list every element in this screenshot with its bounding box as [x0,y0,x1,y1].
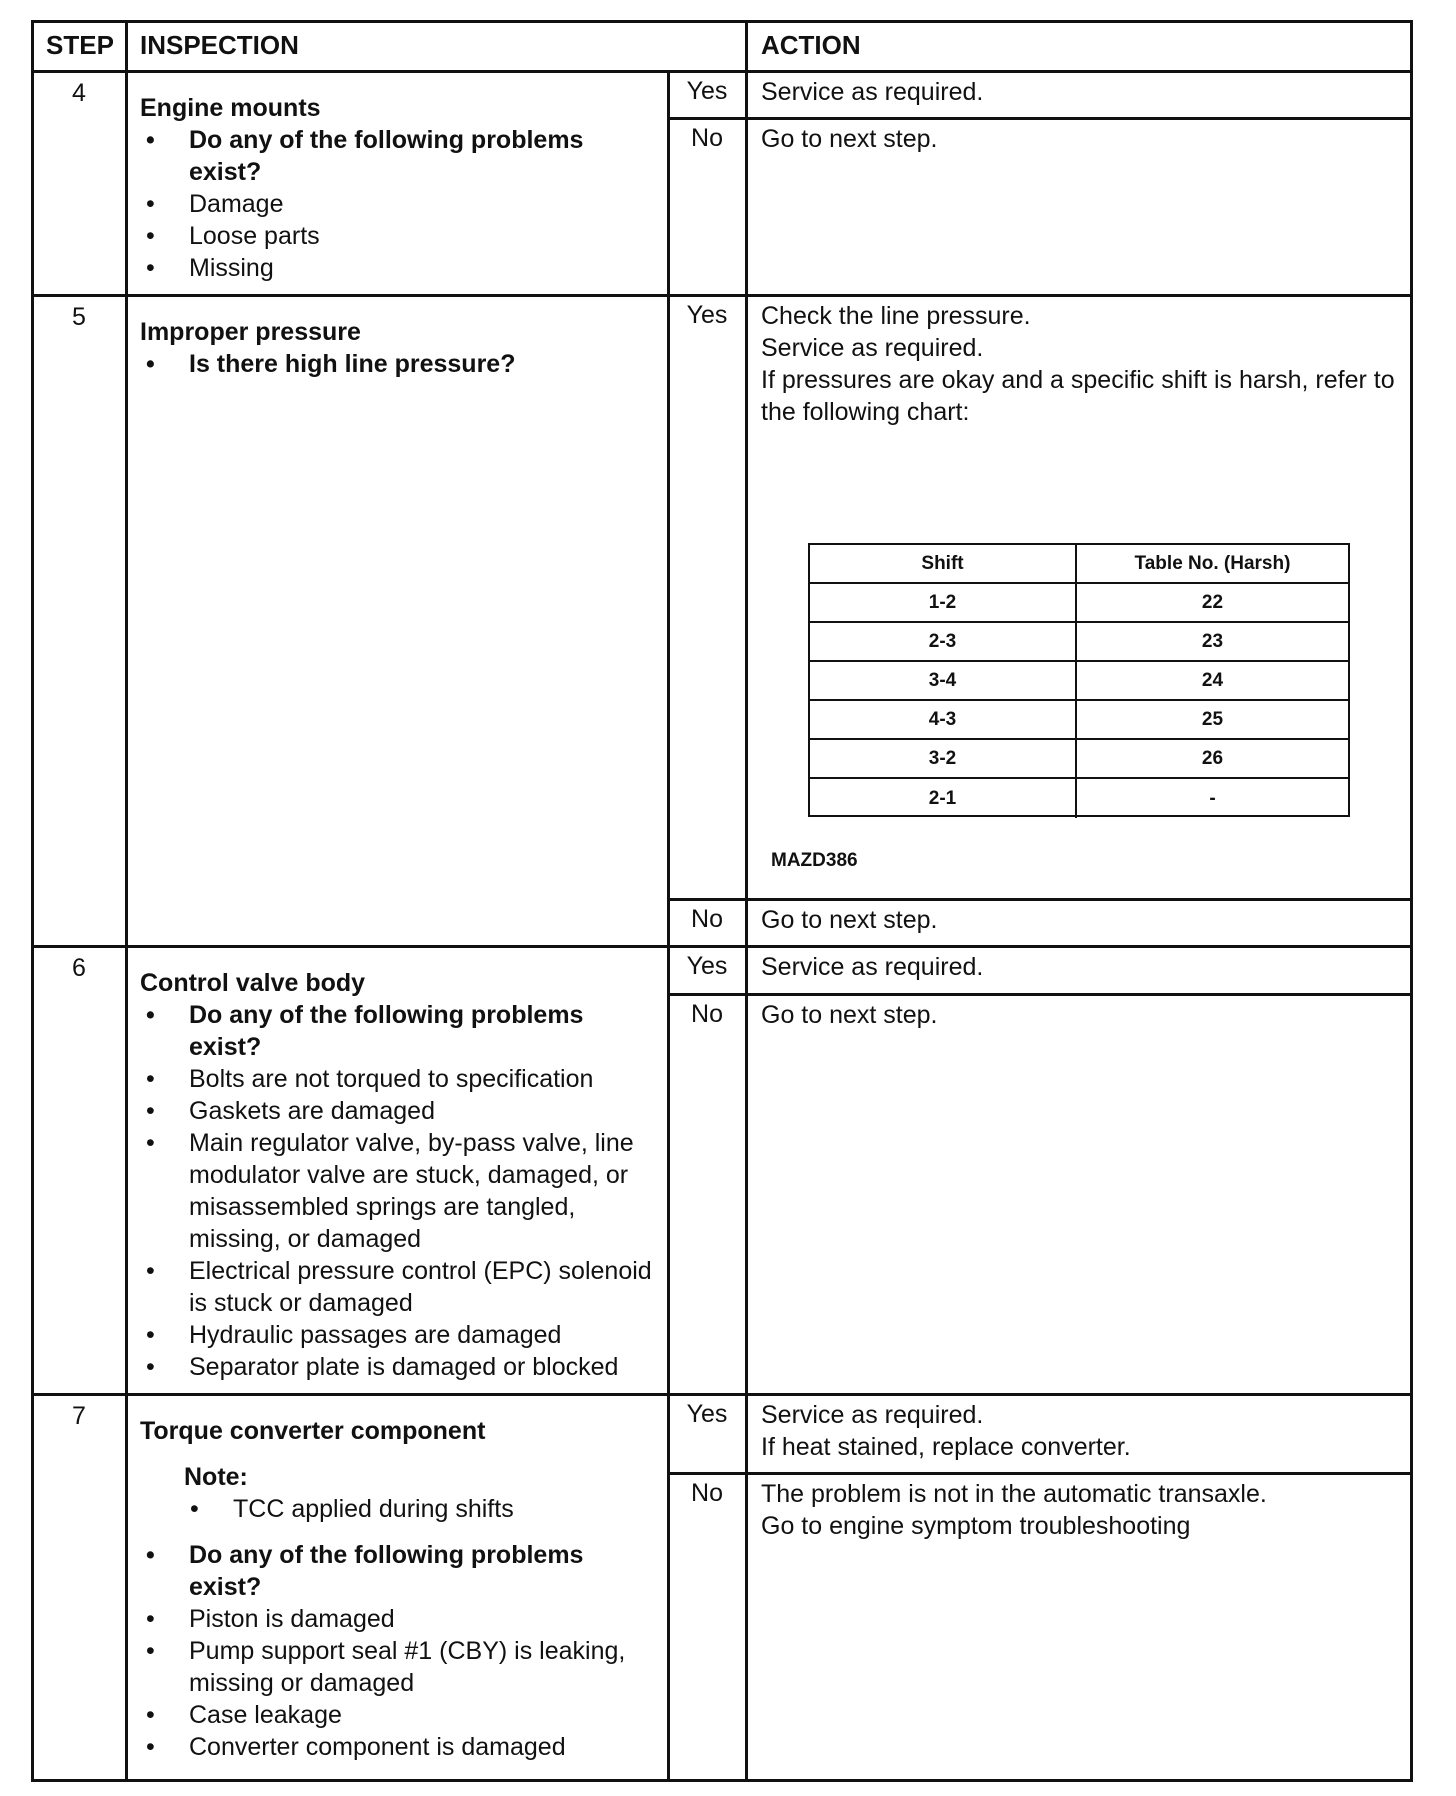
header-step: STEP [46,30,114,60]
inspection-item-text: Do any of the following problems exist? [189,1001,584,1061]
bullet-icon: • [146,190,155,218]
inspection-cell [140,316,660,380]
action-line: Go to engine symptom troubleshooting [761,1512,1191,1540]
header-shift: Shift [810,545,1077,582]
no-action [761,123,1401,155]
inspection-item-text: Converter component is damaged [189,1733,566,1761]
step-number: 6 [72,954,86,982]
inspection-title: Control valve body [140,969,366,997]
yes-no-divider [668,1472,1413,1475]
inspection-item-text: Bolts are not torqued to specification [189,1065,594,1093]
action-line: The problem is not in the automatic transaxle. [761,1480,1267,1508]
inspection-item [140,1319,660,1351]
inspection-item [140,124,660,188]
yes-label: Yes [686,952,728,980]
cell-shift: 2-1 [810,779,1077,818]
bullet-icon: • [146,1541,155,1569]
bullet-icon: • [146,126,155,154]
bullet-icon: • [146,1605,155,1633]
shift-chart-row [810,779,1348,818]
no-label: No [691,1000,723,1028]
header-table-no: Table No. (Harsh) [1134,552,1291,574]
cell-table-no: 22 [1201,591,1224,613]
inspection-item [140,1731,660,1763]
yes-action [761,1399,1401,1463]
inspection-item [140,1127,660,1255]
bullet-icon: • [146,350,155,378]
no-action [761,999,1401,1031]
inspection-item-text: Separator plate is damaged or blocked [189,1353,619,1381]
yes-action [761,76,1401,108]
no-label: No [691,124,723,152]
yes-label: Yes [686,77,728,105]
row-divider [32,294,1413,297]
cell-table-no: 26 [1201,747,1224,769]
shift-chart-header [810,545,1348,584]
cell-shift: 3-2 [810,740,1077,777]
table-border-left [31,20,34,1782]
inspection-item [140,1699,660,1731]
step-number: 7 [72,1402,86,1430]
action-line: If pressures are okay and a specific shift is harsh, refer to the following chart: [761,366,1395,426]
yes-no-divider [668,117,1413,120]
inspection-item-text: Missing [189,254,274,282]
action-line: If heat stained, replace converter. [761,1433,1131,1461]
figure-id: MAZD386 [771,850,858,871]
yes-label: Yes [686,301,728,329]
action-line: Service as required. [761,1401,984,1429]
shift-chart-row [810,584,1348,623]
inspection-item [140,1351,660,1383]
action-line: Service as required. [761,953,984,981]
action-line: Go to next step. [761,125,938,153]
yes-action [761,300,1401,428]
step-column-divider [125,20,128,1782]
inspection-title: Torque converter component [140,1417,486,1445]
table-border-bottom [32,1779,1413,1782]
inspection-cell [140,1415,660,1763]
inspection-item-text: Main regulator valve, by-pass valve, line modulator valve are stuck, damaged, or misassembled springs are tangled, missing, or damaged [189,1129,634,1253]
inspection-item [140,188,660,220]
cell-shift: 1-2 [810,584,1077,621]
action-line: Service as required. [761,334,984,362]
step-number: 5 [72,303,86,331]
row-divider [32,945,1413,948]
table-border-top [32,20,1413,23]
inspection-item-text: Is there high line pressure? [189,350,516,378]
shift-chart-row [810,662,1348,701]
inspection-item [140,999,660,1063]
shift-chart [808,543,1350,817]
cell-shift: 2-3 [810,623,1077,660]
inspection-cell [140,92,660,284]
cell-shift: 3-4 [810,662,1077,699]
bullet-icon: • [146,1733,155,1761]
inspection-item-text: Hydraulic passages are damaged [189,1321,562,1349]
inspection-item-text: Electrical pressure control (EPC) solenoid is stuck or damaged [189,1257,652,1317]
inspection-item [140,1063,660,1095]
note-item-text: TCC applied during shifts [233,1495,514,1523]
inspection-item-text: Do any of the following problems exist? [189,1541,584,1601]
cell-table-no: 24 [1201,669,1224,691]
bullet-icon: • [146,1321,155,1349]
cell-shift: 4-3 [810,701,1077,738]
yes-no-divider [668,993,1413,996]
bullet-icon: • [190,1495,199,1523]
inspection-item [140,1603,660,1635]
bullet-icon: • [146,1001,155,1029]
inspection-item [140,1255,660,1319]
bullet-icon: • [146,254,155,282]
bullet-icon: • [146,222,155,250]
header-inspection: INSPECTION [140,30,299,60]
shift-chart-row [810,701,1348,740]
action-line: Check the line pressure. [761,302,1031,330]
spacer [140,1525,660,1539]
action-line: Go to next step. [761,906,938,934]
no-label: No [691,1479,723,1507]
bullet-icon: • [146,1129,155,1157]
no-action [761,1478,1401,1542]
inspection-item [140,1635,660,1699]
cell-table-no: - [1209,787,1216,809]
yes-action [761,951,1401,983]
inspection-title: Engine mounts [140,94,321,122]
inspection-item-text: Loose parts [189,222,320,250]
note-item [184,1493,660,1525]
cell-table-no: 23 [1201,630,1224,652]
header-action: ACTION [761,30,861,60]
bullet-icon: • [146,1353,155,1381]
inspection-item [140,220,660,252]
table-border-right [1410,20,1413,1782]
inspection-item-text: Do any of the following problems exist? [189,126,584,186]
no-action [761,904,1401,936]
bullet-icon: • [146,1637,155,1665]
shift-chart-row [810,623,1348,662]
inspection-item [140,252,660,284]
no-label: No [691,905,723,933]
note-label: Note: [184,1463,248,1491]
note-block [184,1461,660,1525]
action-line: Service as required. [761,78,984,106]
inspection-item-text: Pump support seal #1 (CBY) is leaking, missing or damaged [189,1637,626,1697]
yes-label: Yes [686,1400,728,1428]
inspection-item-text: Case leakage [189,1701,342,1729]
inspection-item-text: Damage [189,190,284,218]
action-line: Go to next step. [761,1001,938,1029]
inspection-item-text: Piston is damaged [189,1605,395,1633]
bullet-icon: • [146,1065,155,1093]
yes-no-divider [668,898,1413,901]
inspection-item-text: Gaskets are damaged [189,1097,435,1125]
bullet-icon: • [146,1257,155,1285]
inspection-item [140,348,660,380]
inspection-item [140,1539,660,1603]
step-number: 4 [72,79,86,107]
row-divider [32,70,1413,73]
row-divider [32,1393,1413,1396]
inspection-item [140,1095,660,1127]
cell-table-no: 25 [1201,708,1224,730]
bullet-icon: • [146,1097,155,1125]
action-column-divider [745,20,748,1782]
bullet-icon: • [146,1701,155,1729]
shift-chart-row [810,740,1348,779]
inspection-title: Improper pressure [140,318,361,346]
inspection-cell [140,967,660,1383]
